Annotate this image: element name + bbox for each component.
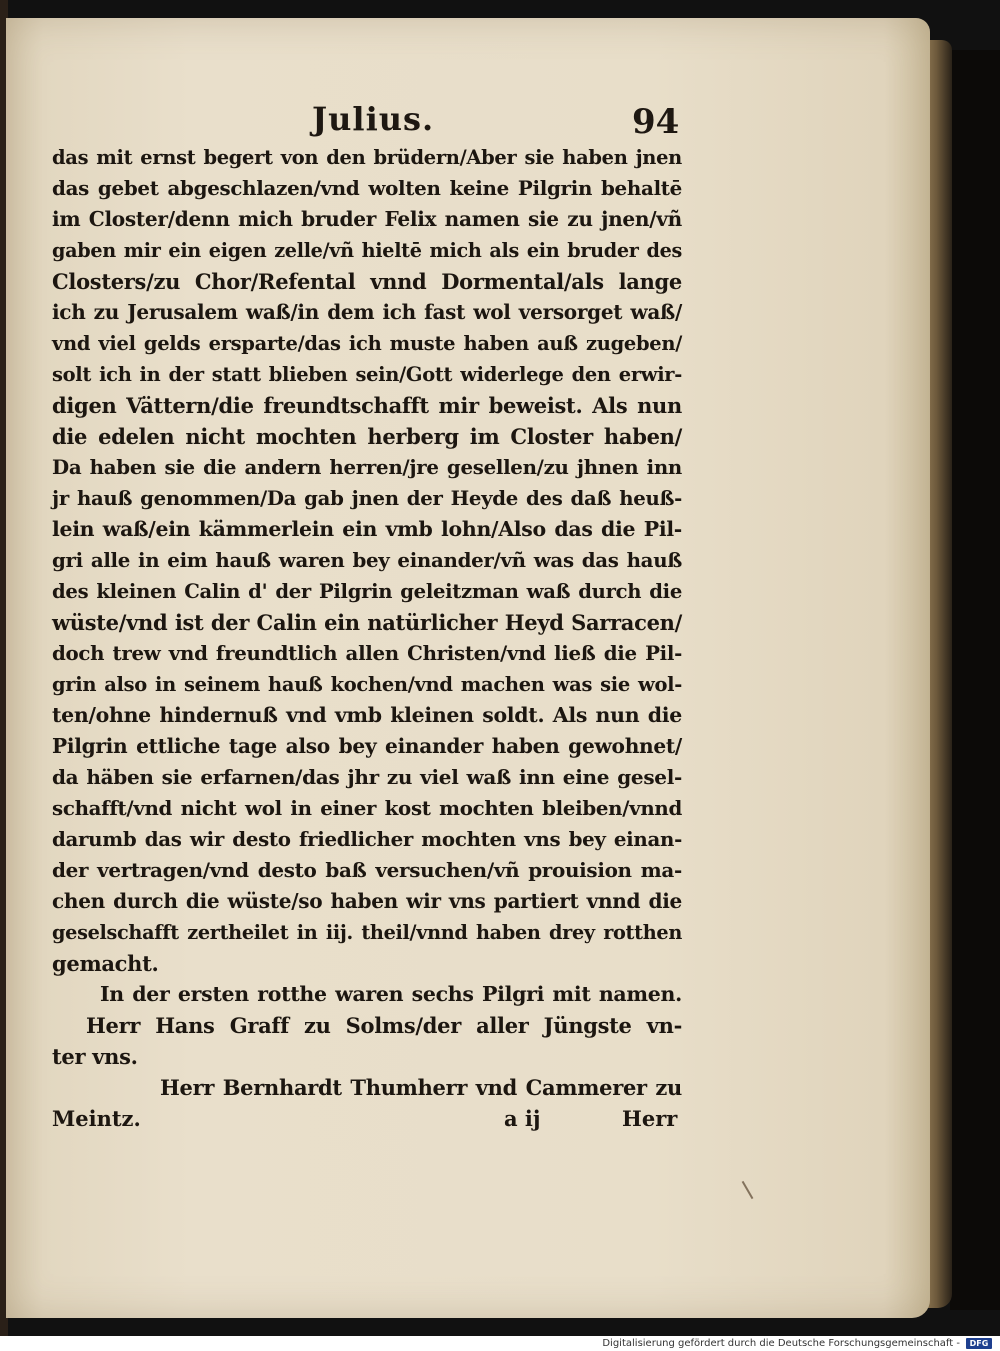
text-line: das mit ernst begert von den brüdern/Aber sie haben jnen [52, 146, 682, 169]
text-line: schafft/vnd nicht wol in einer kost mochten bleiben/vnnd [52, 796, 682, 820]
text-line: ter vns. [52, 1044, 138, 1069]
signature-mark: a ij [504, 1106, 541, 1131]
digitization-footer [0, 1336, 1000, 1351]
text-line: doch trew vnd freundtlich allen Christen/vnd ließ die Pil- [52, 641, 682, 665]
page-number: 94 [632, 102, 680, 142]
text-line: digen Vättern/die freundtschafft mir beweist. Als nun [52, 393, 682, 418]
text-line: Pilgrin ettliche tage also bey einander haben gewohnet/ [52, 734, 682, 758]
text-line: lein waß/ein kämmerlein ein vmb lohn/Also das die Pil- [52, 517, 682, 541]
text-line: ich zu Jerusalem waß/in dem ich fast wol versorget waß/ [52, 300, 682, 324]
text-line: In der ersten rotthe waren sechs Pilgri mit namen. [100, 982, 682, 1006]
text-line: geselschafft zertheilet in iij. theil/vnnd haben drey rotthen [52, 921, 682, 944]
dfg-logo-icon: DFG [966, 1338, 992, 1349]
text-line: Herr Bernhardt Thumherr vnd Cammerer zu [160, 1075, 682, 1100]
paper-blemish [742, 1177, 761, 1199]
text-line: Closters/zu Chor/Refental vnnd Dormental/als lange [52, 269, 682, 294]
text-line: Herr Hans Graff zu Solms/der aller Jüngste vn- [86, 1013, 682, 1038]
last-line-text: Meintz. [52, 1106, 141, 1131]
text-line: gemacht. [52, 951, 159, 976]
text-line: gaben mir ein eigen zelle/vñ hieltē mich als ein bruder des [52, 239, 682, 262]
text-line: das gebet abgeschlazen/vnd wolten keine Pilgrin behaltē [52, 176, 682, 200]
text-line: darumb das wir desto friedlicher mochten vns bey einan- [52, 827, 682, 851]
background-shadow [950, 50, 1000, 1310]
running-head: Julius. [312, 100, 435, 138]
text-line: chen durch die wüste/so haben wir vns partiert vnnd die [52, 889, 682, 913]
text-line: vnd viel gelds ersparte/das ich muste haben auß zugeben/ [52, 332, 682, 355]
text-line: die edelen nicht mochten herberg im Closter haben/ [52, 424, 682, 449]
text-line: gri alle in eim hauß waren bey einander/vñ was das hauß [52, 548, 682, 572]
footer-credit: Digitalisierung gefördert durch die Deutsche Forschungsgemeinschaft - [602, 1338, 960, 1349]
text-line: des kleinen Calin d' der Pilgrin geleitzman waß durch die [52, 580, 682, 603]
text-line: da häben sie erfarnen/das jhr zu viel waß inn eine gesel- [52, 765, 682, 789]
text-line: der vertragen/vnd desto baß versuchen/vñ prouision ma- [52, 858, 682, 882]
text-line: grin also in seinem hauß kochen/vnd machen was sie wol- [52, 673, 682, 696]
text-line: jr hauß genommen/Da gab jnen der Heyde des daß heuß- [52, 487, 682, 510]
catchword: Herr [622, 1106, 678, 1131]
text-line: wüste/vnd ist der Calin ein natürlicher Heyd Sarracen/ [52, 610, 682, 635]
text-line: ten/ohne hindernuß vnd vmb kleinen soldt. Als nun die [52, 703, 682, 727]
page-foot-line [52, 1106, 682, 1138]
text-line: im Closter/denn mich bruder Felix namen sie zu jnen/vñ [52, 207, 682, 231]
text-block [52, 142, 682, 1103]
text-line: Da haben sie die andern herren/jre gesellen/zu jhnen inn [52, 455, 682, 479]
text-line: solt ich in der statt blieben sein/Gott widerlege den erwir- [52, 363, 682, 386]
